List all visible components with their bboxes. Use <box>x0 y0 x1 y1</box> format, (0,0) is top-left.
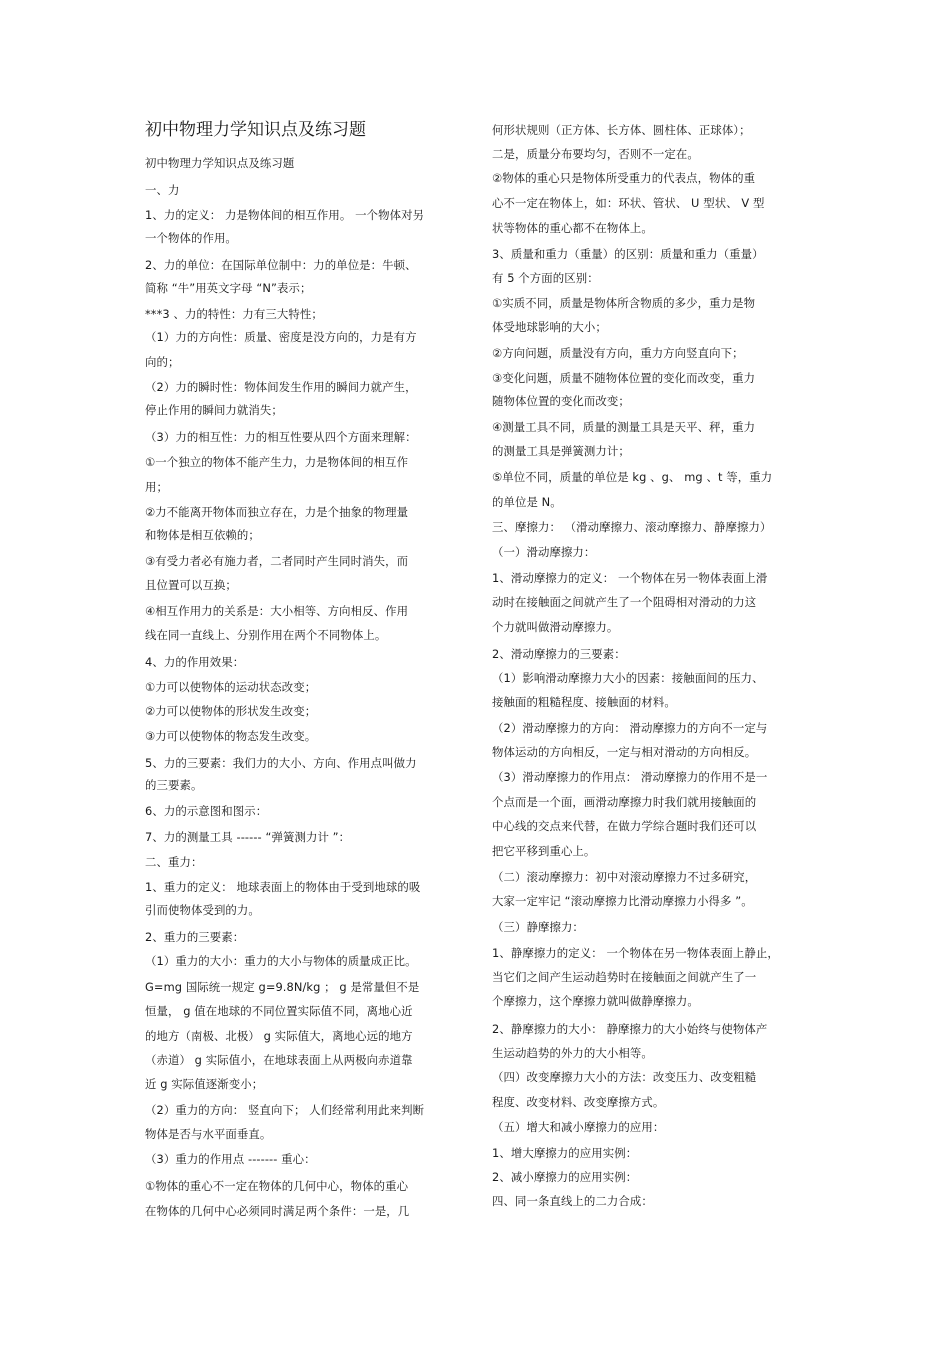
text-line: （赤道） g 实际值小，在地球表面上从两极向赤道靠 <box>145 1053 413 1067</box>
text-line: 个摩擦力，这个摩擦力就叫做静摩擦力。 <box>492 994 699 1008</box>
text-line: （三）静摩擦力： <box>492 920 584 934</box>
text-line: 和物体是相互依赖的； <box>145 528 260 542</box>
text-line: ②力不能离开物体而独立存在，力是个抽象的物理量 <box>145 505 409 519</box>
text-line: （3）重力的作用点 ------- 重心： <box>145 1152 316 1166</box>
text-line: （四）改变摩擦力大小的方法：改变压力、改变粗糙 <box>492 1070 757 1084</box>
text-line: ④测量工具不同，质量的测量工具是天平、秤，重力 <box>492 420 756 434</box>
text-line: （1）影响滑动摩擦力大小的因素：接触面间的压力、 <box>492 671 764 685</box>
text-line: 6、力的示意图和图示： <box>145 804 268 818</box>
text-line: （一）滑动摩擦力： <box>492 545 596 559</box>
text-line: ③力可以使物体的物态发生改变。 <box>145 729 317 743</box>
text-line: 把它平移到重心上。 <box>492 844 596 858</box>
text-line: 1、滑动摩擦力的定义： 一个物体在另一物体表面上滑 <box>492 571 768 585</box>
text-line: 个点而是一个面，画滑动摩擦力时我们就用接触面的 <box>492 795 757 809</box>
text-line: 简称 “牛”用英文字母 “N”表示； <box>145 281 312 295</box>
document-title: 初中物理力学知识点及练习题 <box>145 120 366 140</box>
text-line: 4、力的作用效果： <box>145 655 245 669</box>
text-line: ④相互作用力的关系是：大小相等、方向相反、作用 <box>145 604 409 618</box>
text-line: 1、静摩擦力的定义： 一个物体在另一物体表面上静止， <box>492 946 779 960</box>
text-line: （1）重力的大小：重力的大小与物体的质量成正比。 <box>145 954 417 968</box>
text-line: （五）增大和减小摩擦力的应用： <box>492 1120 665 1134</box>
text-line: 停止作用的瞬间力就消失； <box>145 403 283 417</box>
text-line: 近 g 实际值逐渐变小； <box>145 1077 264 1091</box>
text-line: 中心线的交点来代替，在做力学综合题时我们还可以 <box>492 819 757 833</box>
text-line: 的三要素。 <box>145 778 203 792</box>
text-line: （3）力的相互性：力的相互性要从四个方面来理解： <box>145 430 417 444</box>
text-line: 2、减小摩擦力的应用实例： <box>492 1170 638 1184</box>
text-line: ②力可以使物体的形状发生改变； <box>145 704 317 718</box>
text-line: 的单位是 N。 <box>492 495 562 509</box>
text-line: G=mg 国际统一规定 g=9.8N/kg ； g 是常量但不是 <box>145 980 420 994</box>
text-line: 二是，质量分布要均匀，否则不一定在。 <box>492 147 699 161</box>
text-line: 3、质量和重力（重量）的区别：质量和重力（重量） <box>492 247 764 261</box>
text-line: ①一个独立的物体不能产生力，力是物体间的相互作 <box>145 455 409 469</box>
text-line: 随物体位置的变化而改变； <box>492 394 630 408</box>
text-line: （2）滑动摩擦力的方向： 滑动摩擦力的方向不一定与 <box>492 721 768 735</box>
text-line: 2、力的单位：在国际单位制中：力的单位是：牛顿、 <box>145 258 417 272</box>
text-line: ***3 、力的特性：力有三大特性； <box>145 307 323 321</box>
text-line: ①实质不同，质量是物体所含物质的多少，重力是物 <box>492 296 756 310</box>
text-line: 1、力的定义： 力是物体间的相互作用。 一个物体对另 <box>145 208 425 222</box>
text-line: 7、力的测量工具 ------ “弹簧测力计 ”： <box>145 830 351 844</box>
text-line: （2）力的瞬时性：物体间发生作用的瞬间力就产生， <box>145 380 417 394</box>
text-line: ②方向问题，质量没有方向，重力方向竖直向下； <box>492 346 744 360</box>
text-line: 恒量， g 值在地球的不同位置实际值不同，离地心近 <box>145 1004 413 1018</box>
text-line: 大家一定牢记 “滚动摩擦力比滑动摩擦力小得多 ”。 <box>492 894 753 908</box>
text-line: 个力就叫做滑动摩擦力。 <box>492 620 619 634</box>
text-line: ①物体的重心不一定在物体的几何中心，物体的重心 <box>145 1179 409 1193</box>
text-line: 一、力 <box>145 183 180 197</box>
text-line: ③有受力者必有施力者，二者同时产生同时消失，而 <box>145 554 409 568</box>
text-line: 接触面的粗糙程度、接触面的材料。 <box>492 695 676 709</box>
text-line: 有 5 个方面的区别： <box>492 271 599 285</box>
text-line: （2）重力的方向： 竖直向下； 人们经常利用此来判断 <box>145 1103 425 1117</box>
text-line: 1、重力的定义： 地球表面上的物体由于受到地球的吸 <box>145 880 421 894</box>
text-line: 生运动趋势的外力的大小相等。 <box>492 1046 653 1060</box>
text-line: 向的； <box>145 355 180 369</box>
text-line: ③变化问题，质量不随物体位置的变化而改变，重力 <box>492 371 756 385</box>
text-line: 2、静摩擦力的大小： 静摩擦力的大小始终与使物体产 <box>492 1022 768 1036</box>
text-line: 三、摩擦力： （滑动摩擦力、滚动摩擦力、静摩擦力） <box>492 520 772 534</box>
text-line: ①力可以使物体的运动状态改变； <box>145 680 317 694</box>
text-line: 一个物体的作用。 <box>145 231 237 245</box>
text-line: 物体是否与水平面垂直。 <box>145 1127 272 1141</box>
text-line: 1、增大摩擦力的应用实例： <box>492 1146 638 1160</box>
text-line: 初中物理力学知识点及练习题 <box>145 156 295 170</box>
text-line: 引而使物体受到的力。 <box>145 903 260 917</box>
text-line: 用； <box>145 480 168 494</box>
text-line: 二、重力： <box>145 855 203 869</box>
text-line: （1）力的方向性：质量、密度是没方向的，力是有方 <box>145 330 417 344</box>
text-line: 的地方（南极、北极） g 实际值大，离地心远的地方 <box>145 1029 413 1043</box>
text-line: （3）滑动摩擦力的作用点： 滑动摩擦力的作用不是一 <box>492 770 768 784</box>
text-line: 四、同一条直线上的二力合成： <box>492 1194 653 1208</box>
text-line: 的测量工具是弹簧测力计； <box>492 444 630 458</box>
text-line: 2、滑动摩擦力的三要素： <box>492 647 626 661</box>
text-line: 5、力的三要素：我们力的大小、方向、作用点叫做力 <box>145 756 417 770</box>
text-line: （二）滚动摩擦力：初中对滚动摩擦力不过多研究， <box>492 870 757 884</box>
text-line: 体受地球影响的大小； <box>492 320 607 334</box>
text-line: 在物体的几何中心必须同时满足两个条件：一是，几 <box>145 1204 410 1218</box>
text-line: 心不一定在物体上，如：环状、管状、 U 型状、 V 型 <box>492 196 765 210</box>
text-line: 2、重力的三要素： <box>145 930 245 944</box>
text-line: 何形状规则（正方体、长方体、圆柱体、正球体）； <box>492 123 751 137</box>
text-line: 程度、改变材料、改变摩擦方式。 <box>492 1095 665 1109</box>
text-line: ②物体的重心只是物体所受重力的代表点，物体的重 <box>492 171 756 185</box>
text-line: 状等物体的重心都不在物体上。 <box>492 221 653 235</box>
text-line: ⑤单位不同，质量的单位是 kg 、g、 mg 、t 等，重力 <box>492 470 773 484</box>
text-line: 当它们之间产生运动趋势时在接触面之间就产生了一 <box>492 970 757 984</box>
text-line: 动时在接触面之间就产生了一个阻碍相对滑动的力这 <box>492 595 757 609</box>
text-line: 线在同一直线上、分别作用在两个不同物体上。 <box>145 628 387 642</box>
text-line: 且位置可以互换； <box>145 578 237 592</box>
text-line: 物体运动的方向相反，一定与相对滑动的方向相反。 <box>492 745 757 759</box>
